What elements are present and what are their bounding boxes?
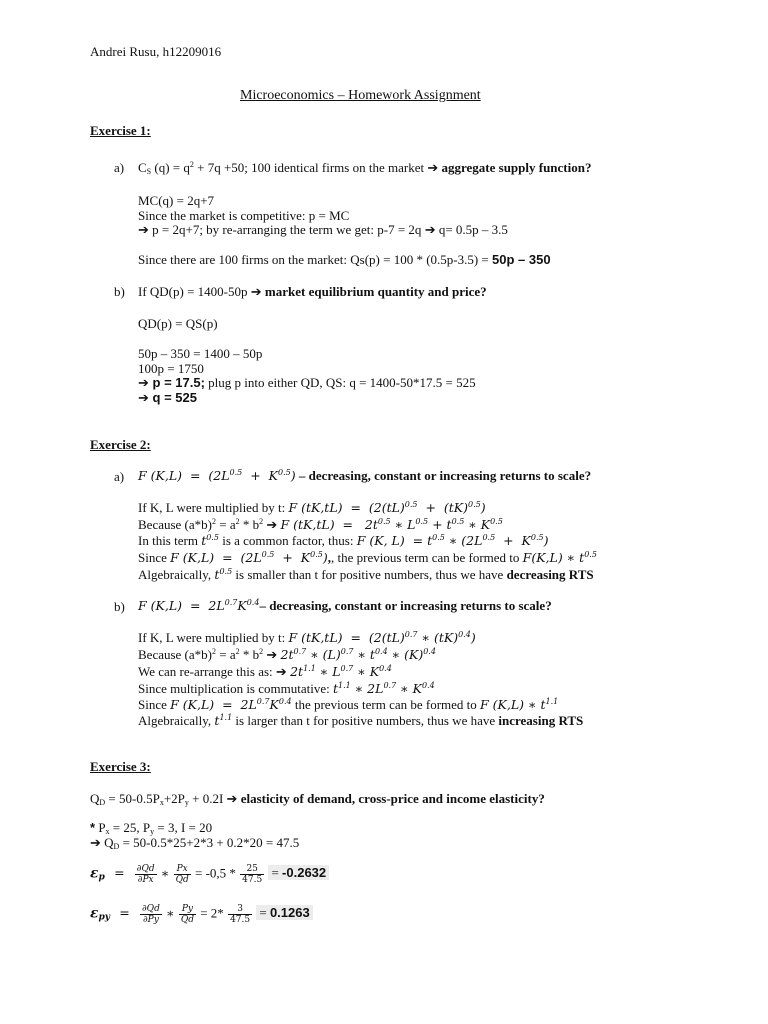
- arrow-icon: ➔: [90, 835, 101, 850]
- firms-line: Since there are 100 firms on the market: Qs(p) = 100 * (0.5p-3.5) = 50p – 350: [138, 252, 551, 267]
- cross-price-elasticity-formula: $\varepsilon_{py}$ = $\frac{\partial Qd}{\partial Py}$ ∗ $\frac{Py}{Qd}$ = 2* $\frac{3}{47.5}$ = 0.1263: [90, 904, 313, 925]
- ex2-b-line3: We can re-arrange this as: ➔ $2t^{1.1}$ ∗ $L^{0.7}$ ∗ $K^{0.4}$: [138, 664, 392, 679]
- ex2-a-label: a): [114, 469, 125, 484]
- mc-line: MC(q) = 2q+7: [138, 193, 215, 208]
- ex1-b-label: b): [114, 284, 125, 299]
- exercise-2-heading: Exercise 2:: [90, 437, 151, 452]
- ex2-a-line5: Algebraically, $t^{0.5}$ is smaller than t for positive numbers, thus we have decreasing RTS: [138, 567, 594, 582]
- quantity-line: ➔ q = 525: [138, 390, 197, 405]
- arrow-icon: ➔: [427, 160, 439, 175]
- ex2-b-line5: Since F $(K,L) = 2L^{0.7}K^{0.4}$ the previous term can be formed to F (K,L) ∗ $t^{1.1}$: [138, 697, 559, 712]
- equilibrium-line: QD(p) = QS(p): [138, 316, 218, 331]
- arrow-icon: ➔: [250, 284, 262, 299]
- arrow-icon: ➔: [138, 222, 149, 237]
- arrow-icon: ➔: [275, 664, 287, 679]
- ex2-b-line6: Algebraically, $t^{1.1}$ is larger than t for positive numbers, thus we have increasing RTS: [138, 713, 584, 728]
- ex2-b-line1: If K, L were multiplied by t: F (tK,tL) = (2(tL)$^{0.7}$ ∗ (tK)$^{0.4}$): [138, 630, 476, 645]
- ex2-a-line4: Since F $(K,L) = (2L^{0.5} + K^{0.5})$,, the previous term can be formed to F(K,L) ∗ $t^{0.5}$: [138, 550, 597, 565]
- ex1-b-question: If QD(p) = 1400-50p ➔ market equilibrium quantity and price?: [138, 284, 487, 299]
- ex2-b-label: b): [114, 599, 125, 614]
- ex2-a-line2: Because $(a*b)^2 = a^2 * b^2$ ➔ F $(tK,tL) = 2t^{0.5}$ ∗ $L^{0.5} + t^{0.5}$ ∗ $K^{0.5}$: [138, 517, 503, 532]
- exercise-1-heading: Exercise 1:: [90, 123, 151, 138]
- competitive-line: Since the market is competitive: p = MC: [138, 208, 350, 223]
- arrow-icon: ➔: [138, 390, 149, 405]
- ex1-a-question: $C_S$ $(q) = q^2 + 7q +50$; 100 identical firms on the market ➔ aggregate supply function?: [138, 160, 592, 176]
- ex2-b-line2: Because $(a*b)^2 = a^2 * b^2$ ➔ $2t^{0.7}$ ∗ $(L)^{0.7}$ ∗ $t^{0.4}$ ∗ $(K)^{0.4}$: [138, 647, 436, 662]
- price-elasticity-result: -0.2632: [282, 865, 327, 881]
- arrow-icon: ➔: [226, 791, 238, 806]
- ex2-b-line4: Since multiplication is commutative: $t^{1.1}$ ∗ $2L^{0.7}$ ∗ $K^{0.4}$: [138, 681, 435, 696]
- ex3-question: $Q_D = 50-0.5P_x+2P_y + 0.2I$ ➔ elasticity of demand, cross-price and income elasticity?: [90, 791, 545, 807]
- arrow-icon: ➔: [266, 647, 278, 662]
- arrow-icon: ➔: [266, 517, 278, 532]
- page-title: Microeconomics – Homework Assignment: [240, 88, 481, 103]
- price-elasticity-formula: $\varepsilon_p$ = $\frac{\partial Qd}{\partial Px}$ ∗ $\frac{Px}{Qd}$ = -0,5 * $\frac{25}{47.5}$ = -0.2632: [90, 864, 329, 885]
- eq2-line: 50p – 350 = 1400 – 50p: [138, 346, 263, 361]
- ex2-b-question: F $(K,L) = 2L^{0.7}K^{0.4}-$ decreasing, constant or increasing returns to scale?: [138, 598, 552, 613]
- arrow-icon: ➔: [138, 375, 149, 390]
- ex2-a-line1: If K, L were multiplied by t: F (tK,tL) = (2(tL)$^{0.5}$ + (tK)$^{0.5}$): [138, 500, 486, 515]
- ex1-a-label: a): [114, 160, 125, 175]
- exercise-3-heading: Exercise 3:: [90, 759, 151, 774]
- ex2-a-question: F $(K,L) = (2L^{0.5} + K^{0.5})$ – decreasing, constant or increasing returns to scale?: [138, 468, 592, 483]
- cross-price-elasticity-result: 0.1263: [269, 905, 310, 921]
- rearrange-line: ➔ p = 2q+7; by re-arranging the term we get: p-7 = 2q ➔ q= 0.5p – 3.5: [138, 222, 508, 237]
- ex2-a-line3: In this term $t^{0.5}$ is a common factor, thus: F (K, $L) = t^{0.5}$ ∗ $(2L^{0.5} + K^{0.5})$: [138, 533, 549, 548]
- price-line: ➔ p = 17.5; plug p into either QD, QS: q = 1400-50*17.5 = 525: [138, 375, 476, 390]
- ex3-values: * $P_x = 25$, $P_y = 3$, I = 20: [90, 820, 213, 836]
- ex3-calc: ➔ $Q_D = 50-0.5*25+2*3 + 0.2*20 = 47.5$: [90, 835, 300, 851]
- eq3-line: 100p = 1750: [138, 361, 204, 376]
- arrow-icon: ➔: [424, 222, 436, 237]
- author-line: Andrei Rusu, h12209016: [90, 44, 222, 59]
